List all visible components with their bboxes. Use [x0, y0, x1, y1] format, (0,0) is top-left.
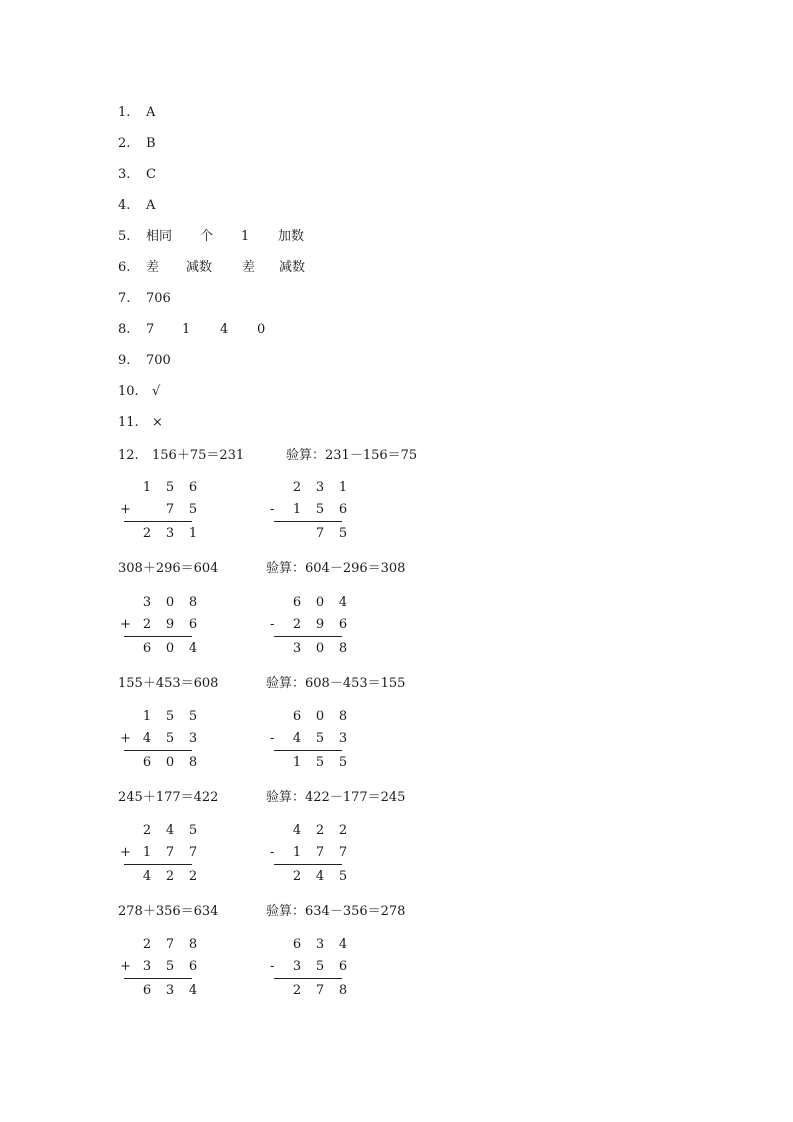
vertical-addition: [120, 478, 200, 548]
digit: 3: [142, 595, 152, 610]
answer-value: 差: [146, 260, 160, 275]
digit: 2: [315, 823, 325, 838]
digit: 5: [315, 502, 325, 517]
plus-sign: +: [120, 959, 131, 974]
digit: 4: [188, 983, 198, 998]
digit: 2: [142, 526, 152, 541]
answer-number: 10.: [118, 384, 139, 399]
digit: 2: [188, 869, 198, 884]
difference-line: [274, 750, 342, 751]
digit: 2: [165, 869, 175, 884]
digit: 6: [292, 937, 302, 952]
digit: 5: [338, 755, 348, 770]
digit: 7: [188, 845, 198, 860]
sum-line: [124, 521, 192, 522]
digit: 2: [292, 983, 302, 998]
answer-value: 0: [257, 322, 266, 337]
answer-line-11: [118, 413, 163, 433]
digit: 8: [188, 595, 198, 610]
vertical-addition: [120, 935, 200, 1005]
answer-line-1: [118, 103, 155, 123]
check-equation: 验算：422－177＝245: [266, 790, 406, 805]
digit: 6: [188, 480, 198, 495]
answer-number: 4.: [118, 198, 131, 213]
answer-number: 8.: [118, 322, 131, 337]
answer-value: 1: [241, 229, 250, 244]
digit: 3: [165, 983, 175, 998]
digit: 2: [292, 617, 302, 632]
digit: 3: [315, 937, 325, 952]
answer-number: 3.: [118, 167, 131, 182]
sum-line: [124, 864, 192, 865]
minus-sign: -: [270, 959, 275, 974]
minus-sign: -: [270, 617, 275, 632]
digit: 4: [188, 641, 198, 656]
digit: 5: [315, 755, 325, 770]
minus-sign: -: [270, 502, 275, 517]
check-mark: √: [152, 384, 161, 399]
digit: 5: [315, 959, 325, 974]
equation-text: 156＋75＝231: [152, 448, 245, 463]
plus-sign: +: [120, 502, 131, 517]
answer-value: 差: [242, 260, 256, 275]
digit: 4: [338, 937, 348, 952]
digit: 1: [142, 709, 152, 724]
digit: 6: [292, 595, 302, 610]
vertical-subtraction: [270, 821, 350, 891]
answer-value: 1: [182, 322, 191, 337]
answer-number: 2.: [118, 136, 131, 151]
answer-line-8: [118, 320, 265, 340]
answer-line-10: [118, 382, 160, 402]
digit: 8: [188, 755, 198, 770]
answer-line-4: [118, 196, 155, 216]
answer-number: 11.: [118, 415, 139, 430]
digit: 6: [142, 755, 152, 770]
digit: 4: [142, 731, 152, 746]
digit: 5: [315, 731, 325, 746]
vertical-addition: [120, 821, 200, 891]
digit: 3: [188, 731, 198, 746]
digit: 2: [142, 823, 152, 838]
digit: 3: [142, 959, 152, 974]
digit: 4: [292, 823, 302, 838]
digit: 5: [165, 731, 175, 746]
digit: 2: [292, 480, 302, 495]
answer-value: A: [146, 198, 156, 213]
sum-line: [124, 978, 192, 979]
answer-value: 7: [146, 322, 155, 337]
digit: 4: [315, 869, 325, 884]
digit: 5: [165, 709, 175, 724]
digit: 0: [315, 641, 325, 656]
vertical-subtraction: [270, 593, 350, 663]
digit: 3: [338, 731, 348, 746]
digit: 9: [165, 617, 175, 632]
digit: 8: [338, 641, 348, 656]
answer-number: 7.: [118, 291, 131, 306]
digit: 1: [292, 502, 302, 517]
digit: 6: [188, 959, 198, 974]
vertical-addition: [120, 593, 200, 663]
digit: 7: [165, 845, 175, 860]
digit: 5: [188, 709, 198, 724]
answer-value: 700: [146, 353, 171, 368]
digit: 1: [338, 480, 348, 495]
answer-value: 减数: [186, 260, 213, 275]
difference-line: [274, 978, 342, 979]
digit: 7: [315, 526, 325, 541]
digit: 4: [165, 823, 175, 838]
digit: 4: [292, 731, 302, 746]
digit: 6: [292, 709, 302, 724]
answer-value: 减数: [279, 260, 306, 275]
digit: 5: [188, 823, 198, 838]
equation: [118, 446, 244, 466]
problem-number: 12.: [118, 448, 139, 463]
answer-line-6: [118, 258, 305, 278]
digit: 6: [338, 502, 348, 517]
answer-number: 9.: [118, 353, 131, 368]
digit: 6: [338, 959, 348, 974]
digit: 2: [142, 937, 152, 952]
digit: 0: [315, 709, 325, 724]
answer-number: 6.: [118, 260, 131, 275]
vertical-subtraction: [270, 478, 350, 548]
difference-line: [274, 636, 342, 637]
digit: 5: [338, 526, 348, 541]
check-equation: 验算：231－156＝75: [286, 448, 418, 463]
vertical-addition: [120, 707, 200, 777]
check-equation: 验算：608－453＝155: [266, 676, 406, 691]
plus-sign: +: [120, 617, 131, 632]
digit: 9: [315, 617, 325, 632]
digit: 1: [142, 480, 152, 495]
difference-line: [274, 864, 342, 865]
answer-value: B: [146, 136, 156, 151]
vertical-subtraction: [270, 935, 350, 1005]
answer-line-7: [118, 289, 171, 309]
digit: 5: [188, 502, 198, 517]
sum-line: [124, 636, 192, 637]
digit: 1: [142, 845, 152, 860]
check-equation: 验算：604－296＝308: [266, 561, 406, 576]
answer-value: 706: [146, 291, 171, 306]
digit: 7: [165, 502, 175, 517]
digit: 7: [338, 845, 348, 860]
digit: 5: [338, 869, 348, 884]
digit: 8: [338, 709, 348, 724]
minus-sign: -: [270, 845, 275, 860]
answer-number: 1.: [118, 105, 131, 120]
digit: 2: [292, 869, 302, 884]
answer-value: 加数: [278, 229, 305, 244]
digit: 3: [292, 959, 302, 974]
answer-number: 5.: [118, 229, 131, 244]
digit: 0: [165, 641, 175, 656]
answer-value: 4: [220, 322, 229, 337]
digit: 4: [142, 869, 152, 884]
answer-value: 个: [200, 229, 214, 244]
digit: 8: [338, 983, 348, 998]
answer-line-2: [118, 134, 156, 154]
minus-sign: -: [270, 731, 275, 746]
sum-line: [124, 750, 192, 751]
digit: 8: [188, 937, 198, 952]
digit: 3: [292, 641, 302, 656]
digit: 3: [315, 480, 325, 495]
difference-line: [274, 521, 342, 522]
equation: 308＋296＝604: [118, 561, 219, 576]
digit: 6: [188, 617, 198, 632]
cross-mark: ×: [152, 415, 163, 430]
digit: 7: [315, 845, 325, 860]
digit: 1: [188, 526, 198, 541]
digit: 5: [165, 480, 175, 495]
answer-line-5: [118, 227, 304, 247]
digit: 6: [142, 641, 152, 656]
digit: 7: [315, 983, 325, 998]
equation: 278＋356＝634: [118, 904, 219, 919]
answer-line-9: [118, 351, 171, 371]
digit: 0: [165, 755, 175, 770]
digit: 6: [338, 617, 348, 632]
digit: 2: [142, 617, 152, 632]
digit: 5: [165, 959, 175, 974]
answer-line-3: [118, 165, 156, 185]
digit: 6: [142, 983, 152, 998]
answer-value: 相同: [146, 229, 173, 244]
vertical-subtraction: [270, 707, 350, 777]
answer-value: C: [146, 167, 156, 182]
equation: 155＋453＝608: [118, 676, 219, 691]
digit: 0: [165, 595, 175, 610]
check-equation: 验算：634－356＝278: [266, 904, 406, 919]
answer-value: A: [146, 105, 156, 120]
digit: 2: [338, 823, 348, 838]
digit: 7: [165, 937, 175, 952]
digit: 3: [165, 526, 175, 541]
plus-sign: +: [120, 731, 131, 746]
digit: 0: [315, 595, 325, 610]
digit: 1: [292, 755, 302, 770]
equation: 245＋177＝422: [118, 790, 219, 805]
digit: 1: [292, 845, 302, 860]
digit: 4: [338, 595, 348, 610]
plus-sign: +: [120, 845, 131, 860]
